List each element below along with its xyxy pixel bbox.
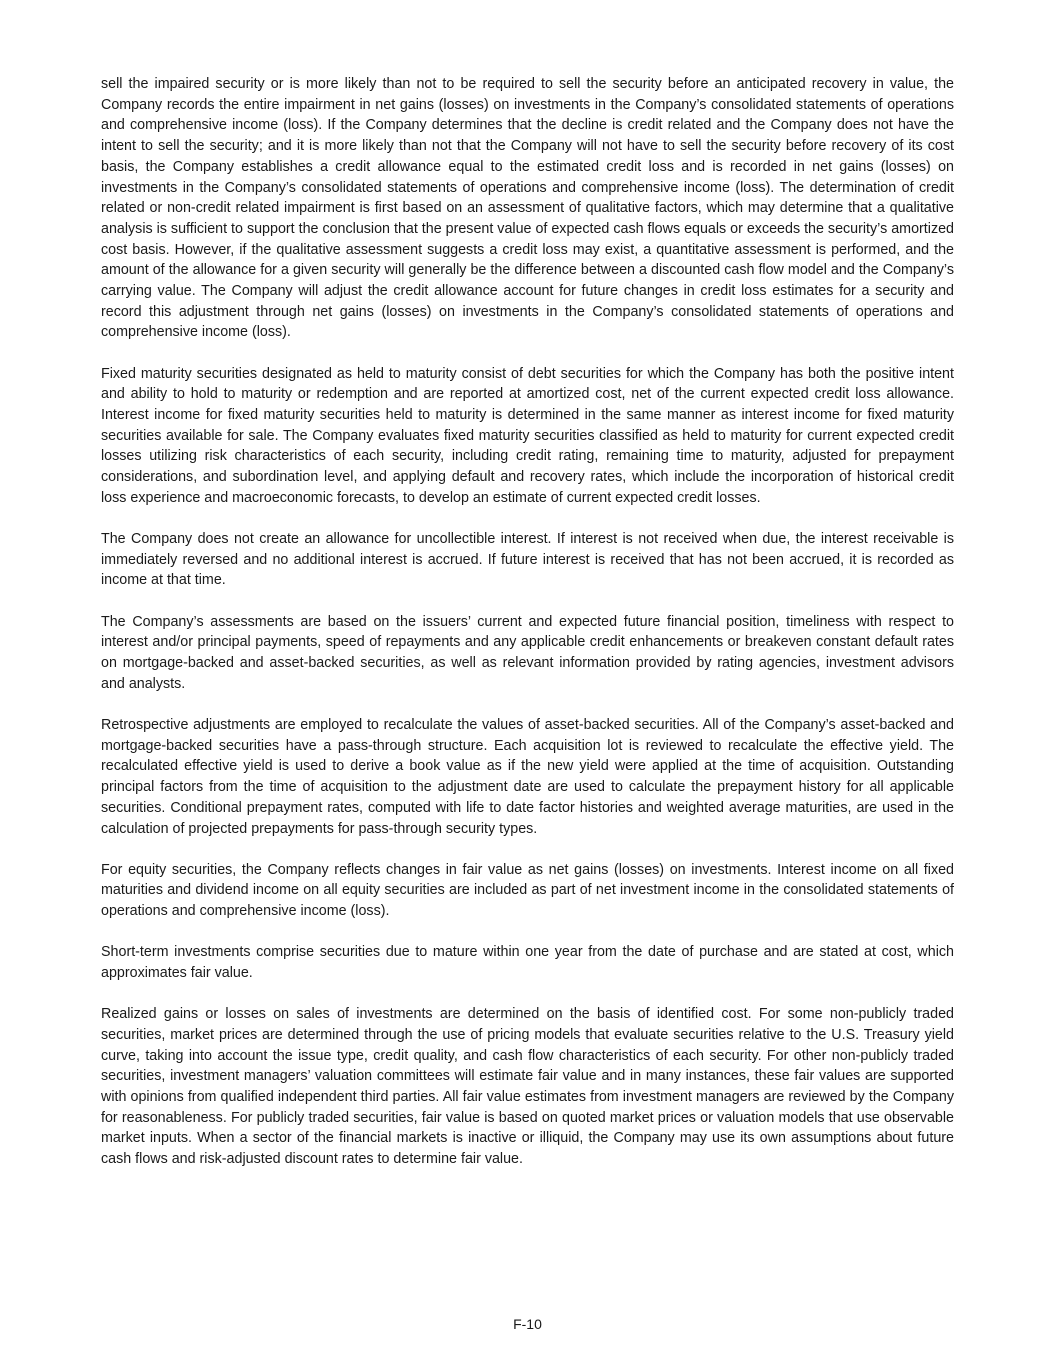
paragraph-realized-gains: Realized gains or losses on sales of investments are determined on the basis of identified cost. For some non-publicly traded securities, market prices are determined through the use of pricing models that evaluate securities relative to the U.S. Treasury yield curve, taking into account the issue type, credit quality, and cash flow characteristics of each security. For other non-publicly traded securities, investment managers’ valuation committees will estimate fair value and in many instances, these fair values are supported with opinions from qualified independent third parties. All fair value estimates from investment managers are reviewed by the Company for reasonableness. For publicly traded securities, fair value is based on quoted market prices or valuation models that use observable market inputs. When a sector of the financial markets is inactive or illiquid, the Company may use its own assumptions about future cash flows and risk-adjusted discount rates to determine fair value.	[101, 1006, 954, 1168]
page-number: F-10	[513, 1316, 542, 1332]
document-body	[101, 74, 954, 1190]
paragraph-short-term-investments: Short-term investments comprise securities due to mature within one year from the date of purchase and are stated at cost, which approximates fair value.	[101, 944, 954, 982]
paragraph-retrospective-adjustments: Retrospective adjustments are employed to recalculate the values of asset-backed securities. All of the Company’s asset-backed and mortgage-backed securities have a pass-through structure. Each acquisition lot is reviewed to recalculate the effective yield. The recalculated effective yield is used to derive a book value as if the new yield were applied at the time of acquisition. Outstanding principal factors from the time of acquisition to the adjustment date are used to calculate the prepayment history for all applicable securities. Conditional prepayment rates, computed with life to date factor histories and weighted average maturities, are used in the calculation of projected prepayments for pass-through security types.	[101, 716, 954, 837]
paragraph-impairment: sell the impaired security or is more likely than not to be required to sell the security before an anticipated recovery in value, the Company records the entire impairment in net gains (losses) on investments in the Company’s consolidated statements of operations and comprehensive income (loss). If the Company determines that the decline is credit related and the Company does not have the intent to sell the security; and it is more likely than not that the Company will not have to sell the security before recovery of its cost basis, the Company establishes a credit allowance equal to the estimated credit loss and is recorded in net gains (losses) on investments in the Company’s consolidated statements of operations and comprehensive income (loss). The determination of credit related or non-credit related impairment is first based on an assessment of qualitative factors, which may determine that a qualitative analysis is sufficient to support the conclusion that the present value of expected cash flows equals or exceeds the security’s amortized cost basis. However, if the qualitative assessment suggests a credit loss may exist, a quantitative assessment is performed, and the amount of the allowance for a given security will generally be the difference between a discounted cash flow model and the Company’s carrying value. The Company will adjust the credit allowance account for future changes in credit loss estimates for a security and record this adjustment through net gains (losses) on investments in the Company’s consolidated statements of operations and comprehensive income (loss).	[101, 76, 954, 341]
paragraph-assessments: The Company’s assessments are based on the issuers’ current and expected future financial position, timeliness with respect to interest and/or principal payments, speed of repayments and any applicable credit enhancements or breakeven constant default rates on mortgage-backed and asset-backed securities, as well as relevant information provided by rating agencies, investment advisors and analysts.	[101, 613, 954, 692]
paragraph-uncollectible-interest: The Company does not create an allowance for uncollectible interest. If interest is not received when due, the interest receivable is immediately reversed and no additional interest is accrued. If future interest is received that has not been accrued, it is recorded as income at that time.	[101, 531, 954, 589]
paragraph-held-to-maturity: Fixed maturity securities designated as held to maturity consist of debt securities for which the Company has both the positive intent and ability to hold to maturity or redemption and are reported at amortized cost, net of the current expected credit loss allowance. Interest income for fixed maturity securities held to maturity is determined in the same manner as interest income for fixed maturity securities available for sale. The Company evaluates fixed maturity securities classified as held to maturity for current expected credit losses utilizing risk characteristics of each security, including credit rating, remaining time to maturity, adjusted for prepayment considerations, and subordination level, and applying default and recovery rates, which include the incorporation of historical credit loss experience and macroeconomic forecasts, to develop an estimate of current expected credit losses.	[101, 365, 954, 506]
paragraph-equity-securities: For equity securities, the Company reflects changes in fair value as net gains (losses) on investments. Interest income on all fixed maturities and dividend income on all equity securities are included as part of net investment income in the consolidated statements of operations and comprehensive income (loss).	[101, 861, 954, 920]
